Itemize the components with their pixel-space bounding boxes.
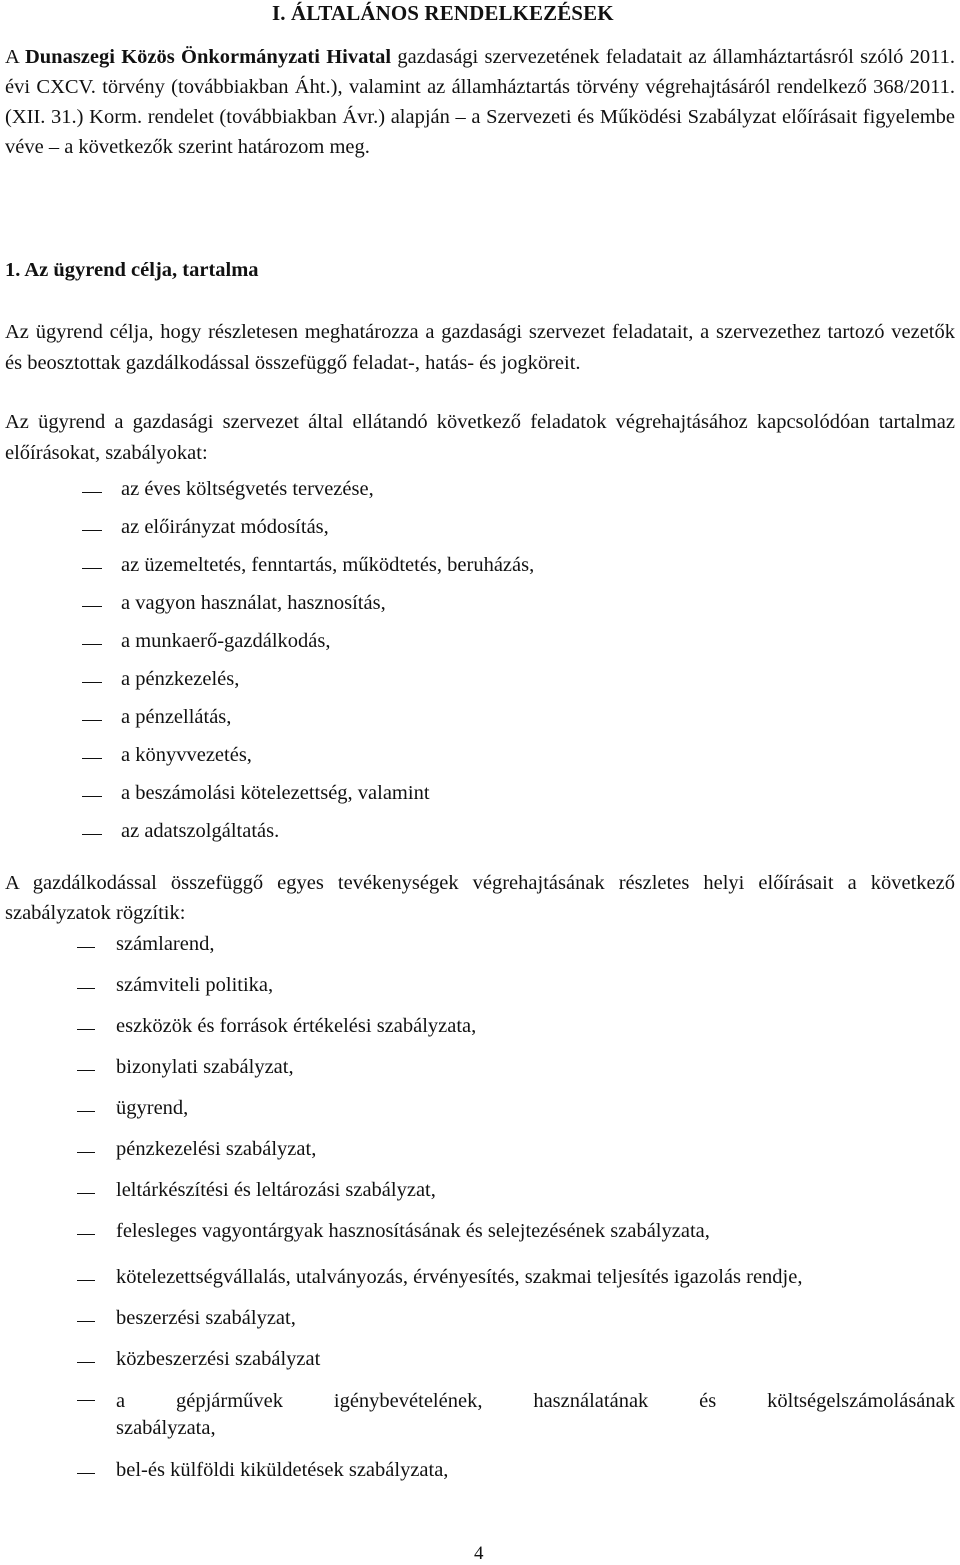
dash-bullet [77,1321,95,1322]
dash-bullet [77,1234,95,1235]
dash-bullet [82,568,102,569]
dash-bullet [82,530,102,531]
tasks-intro-paragraph: Az ügyrend a gazdasági szervezet által ellátandó következő feladatok végrehajtásához kapcsolódóan tartalmaz előírásokat, szabályokat: [5,411,955,464]
intro-text: gazdasági szervezetének feladatait az államháztartásról szóló 2011. évi CXCV. törvény (továbbiakban Áht.), valamint az államháztartás törvény végrehajtásáról rendelkező 368/2011. (XII. 31.) Korm. rendelet (továbbiakban Ávr.) alapján – a Szervezeti és Működési Szabályzat előírásait figyelembe véve – a következők szerint határozom meg. [5,46,956,158]
dash-bullet [77,947,95,948]
dash-bullet [77,1111,95,1112]
dash-bullet [77,1362,95,1363]
document-page: I. ÁLTALÁNOS RENDELKEZÉSEK A Dunaszegi Közös Önkormányzati Hivatal gazdasági szervezetének feladatait az államháztartásról szóló 2011. évi CXCV. törvény (továbbiakban Áht.), valamint az államháztartás törvény végrehajtásáról rendelkező 368/2011. (XII. 31.) Korm. rendelet (továbbiakban Ávr.) alapján – a Szervezeti és Működési Szabályzat előírásait figyelembe véve – a következők szerint határozom meg. 1. Az ügyrend célja, tartalma Az ügyrend célja, hogy részletesen meghatározza a gazdasági szervezet feladatait, a szervezethez tartozó vezetők és beosztottak gazdálkodással összefüggő feladat-, hatás- és jogköreit. Az ügyrend a gazdasági szervezet által ellátandó következő feladatok végrehajtásához kapcsolódóan tartalmaz előírásokat, szabályokat: az éves költségvetés tervezése, az előirányzat módosítás, az üzemeltetés, fenntartás, működtetés, beruházás, a vagyon használat, hasznosítás, a munkaerő-gazdálkodás, a pénzkezelés, a pénzellátás, a könyvvezetés, a beszámolási kötelezettség, valamint az adatszolgáltatás. A gazdálkodással összefüggő egyes tevékenységek végrehajtásának részletes helyi előírásait a következő szabályzatok rögzítik: számlarend, számviteli politika, eszközök és források értékelési szabályzata, bizonylati szabályzat, ügyrend, pénzkezelési szabályzat, leltárkészítési és leltározási szabályzat, felesleges vagyontárgyak hasznosításának és selejtezésének szabályzata, kötelezettségvállalás, utalványozás, érvényesítés, szakmai teljesítés igazolás rendje, beszerzési szabályzat, közbeszerzési szabályzat a gépjárművek igénybevételének, használatának és költségelszámolásának szabályzata, bel-és külföldi kiküldetések szabályzata, 4 [5,1,956,1564]
dash-bullet [82,758,102,759]
page-number: 4 [474,1543,484,1564]
dash-bullet [82,606,102,607]
dash-bullet [82,492,102,493]
dash-bullet [77,1280,95,1281]
dash-bullet [77,988,95,989]
organization-name: Dunaszegi Közös Önkormányzati Hivatal [24,46,392,68]
list-item-continuation: szabályzata, [116,1417,216,1439]
dash-bullet [77,1193,95,1194]
dash-bullet [77,1152,95,1153]
dash-bullet [77,1473,95,1474]
dash-bullet [82,682,102,683]
regulations-intro-paragraph: A gazdálkodással összefüggő egyes tevékenységek végrehajtásának részletes helyi előírásait a következő szabályzatok rögzítik: [5,872,955,924]
dash-bullet [82,834,102,835]
dash-bullet [82,644,102,645]
dash-bullet [77,1029,95,1030]
intro-paragraph [5,42,955,162]
dash-bullet [82,796,102,797]
purpose-paragraph: Az ügyrend célja, hogy részletesen meghatározza a gazdasági szervezet feladatait, a szervezethez tartozó vezetők és beosztottak gazdálkodással összefüggő feladat-, hatás- és jogköreit. [5,321,955,374]
dash-bullet [82,720,102,721]
dash-bullet [77,1400,95,1401]
intro-lead: A [5,46,19,68]
section-heading: 1. Az ügyrend célja, tartalma [5,259,259,281]
page-title: I. ÁLTALÁNOS RENDELKEZÉSEK [272,1,614,25]
dash-bullet [77,1070,95,1071]
